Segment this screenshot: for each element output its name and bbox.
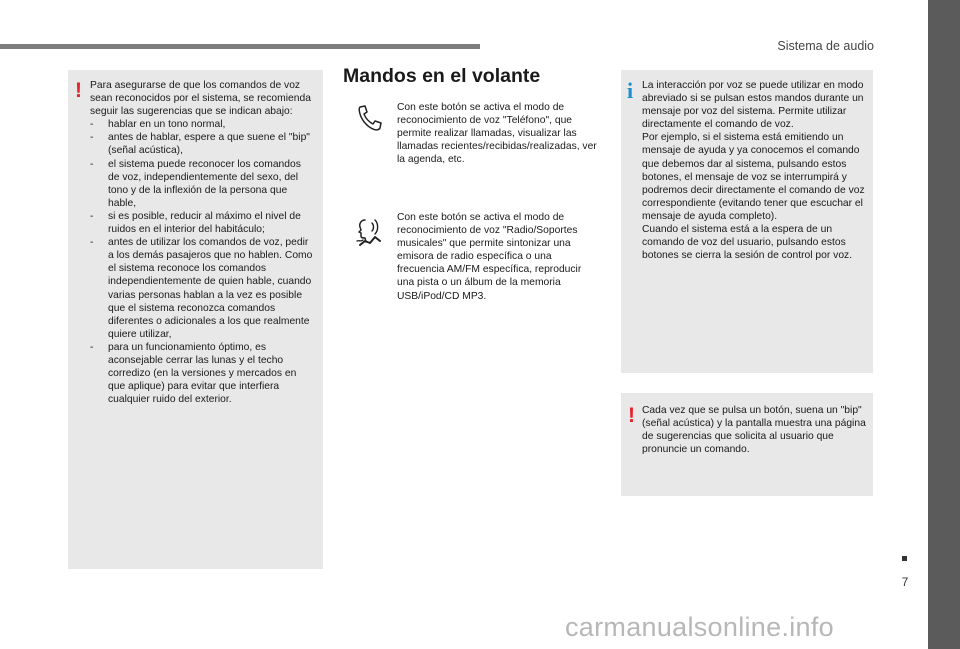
- phone-button-description: Con este botón se activa el modo de reconocimiento de voz "Teléfono", que permite realizar llamadas, visualizar las llamadas recientes/recibidas/realizadas, ver la agenda, etc.: [397, 102, 597, 166]
- beep-warning-box: [621, 393, 873, 496]
- phone-icon: [357, 104, 383, 132]
- info-text: La interacción por voz se puede utilizar en modo abreviado si se pulsan estos mandos durante un mensaje por voz del sistema. Permite utilizar directamente el comando de voz. Por ejemplo, si el sistema está emitiendo un mensaje de ayuda y ya conocemos el comando que debemos dar al sistema, pulsando estos botones, el mensaje de voz se interrumpirá y podremos decir directamente el comando de voz correspondiente (evitando tener que escuchar el mensaje de ayuda completo). Cuando el sistema está a la espera de un comando de voz del usuario, pulsando estos botones se cierra la sesión de control por voz.: [642, 80, 865, 262]
- beep-warning-text: Cada vez que se pulsa un botón, suena un "bip" (señal acústica) y la pantalla muestra una página de sugerencias que solicita al usuario que pronuncie un comando.: [642, 405, 866, 456]
- voice-button-description: Con este botón se activa el modo de reconocimiento de voz "Radio/Soportes musicales" que permite sintonizar una emisora de radio específica o una frecuencia AM/FM específica, reproducir una pista o un álbum de la memoria USB/iPod/CD MP3.: [397, 212, 582, 302]
- warning-icon: !: [628, 404, 635, 427]
- list-item: - hablar en un tono normal,: [90, 119, 226, 131]
- warning-icon: !: [75, 79, 82, 102]
- watermark: carmanualsonline.info: [565, 612, 834, 642]
- side-strip: [928, 0, 960, 649]
- voice-tips-box: [68, 70, 323, 569]
- list-item: - antes de hablar, espere a que suene el "bip" (señal acústica),: [90, 132, 310, 157]
- section-title: Mandos en el volante: [343, 65, 541, 87]
- header-rule: [0, 44, 480, 49]
- list-item: - para un funcionamiento óptimo, es aconsejable cerrar las lunas y el techo corredizo (en la versiones y mercados en que aplique) para evitar que interfiera cualquier ruido del exterior.: [90, 341, 297, 406]
- list-item: - el sistema puede reconocer los comandos de voz, independientemente del sexo, del tono y de la inflexión de la persona que hable,: [90, 158, 301, 209]
- voice-tips-intro: Para asegurarse de que los comandos de voz sean reconocidos por el sistema, se recomienda seguir las sugerencias que se indican abajo:: [90, 80, 311, 118]
- page-marker-icon: [902, 556, 907, 561]
- list-item: - antes de utilizar los comandos de voz, pedir a los demás pasajeros que no hablen. Como el sistema reconoce los comandos independientemente de quien hable, cuando varias personas hablan a la vez es posible que el sistema reconozca comandos diferentes o adicionales a los que realmente quiere utilizar,: [90, 237, 313, 340]
- voice-command-icon: [356, 217, 384, 249]
- page-number: 7: [901, 575, 909, 589]
- info-box: [621, 70, 873, 373]
- info-icon: i: [627, 78, 634, 103]
- list-item: - si es posible, reducir al máximo el nivel de ruidos en el interior del habitáculo;: [90, 210, 301, 236]
- header-title: Sistema de audio: [777, 39, 874, 53]
